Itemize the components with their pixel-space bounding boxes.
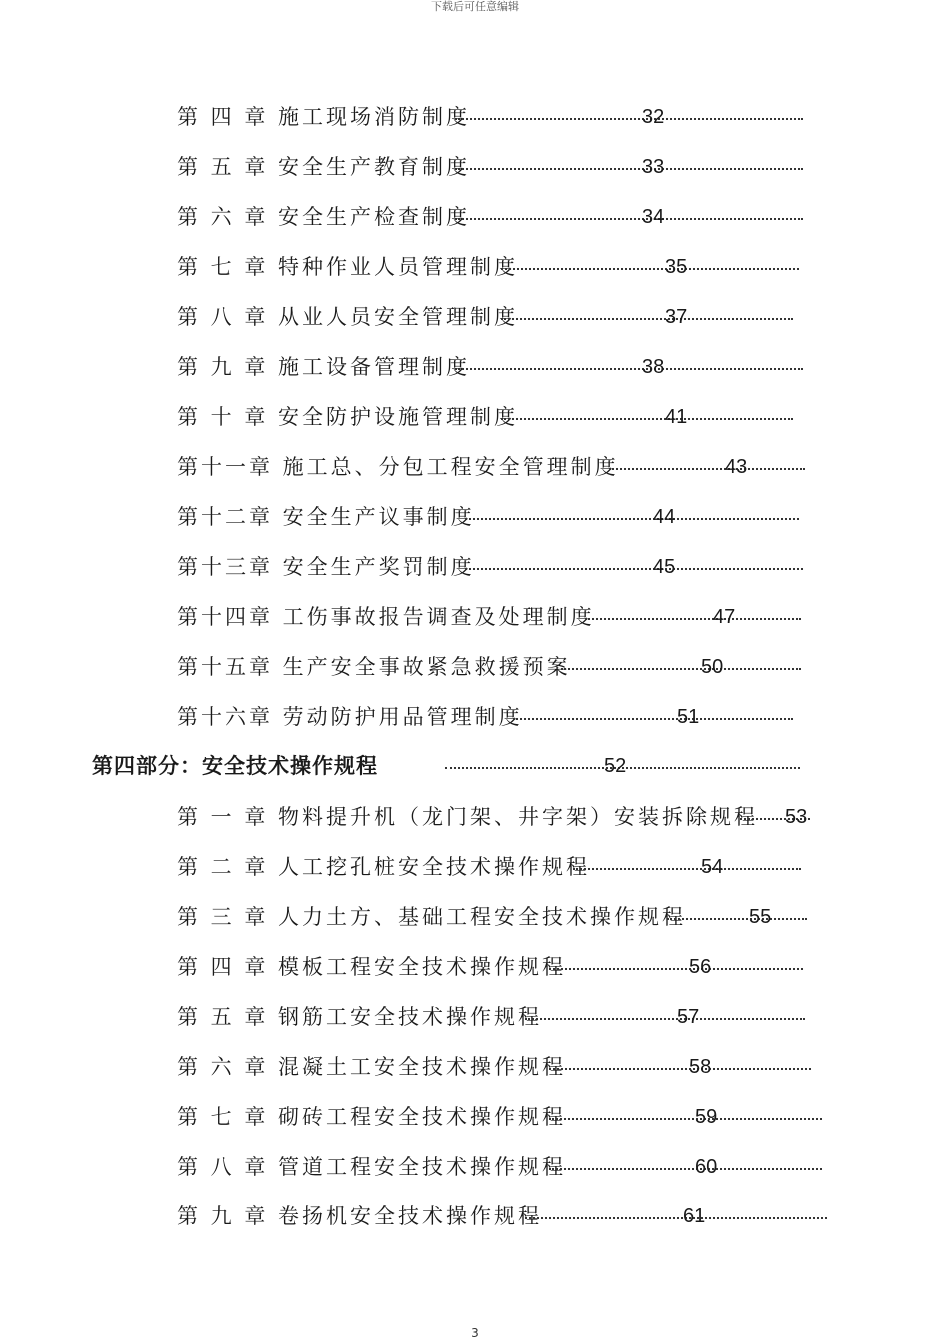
toc-entry[interactable] — [177, 1152, 822, 1182]
toc-entry-page: 59 — [695, 1106, 718, 1128]
toc-leader-dots — [525, 1018, 805, 1020]
toc-leader-dots — [549, 1168, 822, 1170]
toc-leader-dots — [549, 1068, 811, 1070]
toc-leader-dots — [667, 918, 807, 920]
toc-leader-dots — [549, 968, 803, 970]
toc-entry[interactable] — [177, 702, 793, 732]
toc-leader-dots — [513, 718, 793, 720]
toc-entry-page: 43 — [725, 456, 748, 478]
toc-leader-dots — [501, 268, 799, 270]
toc-entry[interactable] — [177, 1002, 805, 1032]
page-number: 3 — [471, 1326, 479, 1340]
toc-entry[interactable] — [177, 102, 803, 132]
toc-entry-title: 第十五章 生产安全事故紧急救援预案 — [177, 655, 571, 679]
toc-entry-page: 53 — [785, 806, 808, 828]
toc-entry-title: 第 四 章 施工现场消防制度 — [177, 105, 471, 129]
toc-leader-dots — [501, 418, 793, 420]
toc-entry-page: 37 — [665, 306, 688, 328]
toc-entry[interactable] — [177, 802, 810, 832]
toc-entry-title: 第十四章 工伤事故报告调查及处理制度 — [177, 605, 595, 629]
toc-entry-page: 41 — [665, 406, 688, 428]
toc-entry-page: 61 — [683, 1205, 706, 1227]
toc-leader-dots — [549, 1118, 822, 1120]
toc-leader-dots — [455, 168, 803, 170]
toc-leader-dots — [609, 468, 805, 470]
toc-entry[interactable] — [177, 952, 803, 982]
toc-entry[interactable] — [177, 202, 803, 232]
toc-entry-title: 第 八 章 管道工程安全技术操作规程 — [177, 1155, 567, 1179]
toc-leader-dots — [455, 118, 803, 120]
toc-entry-title: 第 十 章 安全防护设施管理制度 — [177, 405, 519, 429]
toc-entry[interactable] — [177, 1201, 827, 1231]
toc-entry-page: 45 — [653, 556, 676, 578]
toc-entry-title: 第 三 章 人力土方、基础工程安全技术操作规程 — [177, 905, 687, 929]
toc-entry-page: 32 — [642, 106, 665, 128]
toc-entry-title: 第 一 章 物料提升机（龙门架、井字架）安装拆除规程 — [177, 805, 759, 829]
toc-entry[interactable] — [177, 152, 803, 182]
toc-entry-page: 56 — [689, 956, 712, 978]
toc-entry[interactable] — [177, 452, 805, 482]
toc-entry-page: 60 — [695, 1156, 718, 1178]
toc-leader-dots — [525, 1217, 827, 1219]
toc-entry-page: 55 — [749, 906, 772, 928]
toc-entry-page: 33 — [642, 156, 665, 178]
toc-entry-title: 第 六 章 混凝土工安全技术操作规程 — [177, 1055, 567, 1079]
toc-entry[interactable] — [177, 552, 803, 582]
toc-entry[interactable] — [177, 502, 799, 532]
toc-entry-title: 第十二章 安全生产议事制度 — [177, 505, 475, 529]
toc-leader-dots — [585, 618, 801, 620]
toc-entry-title: 第十一章 施工总、分包工程安全管理制度 — [177, 455, 619, 479]
toc-entry-title: 第 七 章 特种作业人员管理制度 — [177, 255, 519, 279]
toc-leader-dots — [501, 318, 793, 320]
toc-entry[interactable] — [177, 302, 793, 332]
toc-entry-page: 44 — [653, 506, 676, 528]
toc-entry-title: 第十六章 劳动防护用品管理制度 — [177, 705, 523, 729]
toc-entry-page: 34 — [642, 206, 665, 228]
toc-entry-page: 54 — [701, 856, 724, 878]
toc-entry-title: 第 八 章 从业人员安全管理制度 — [177, 305, 519, 329]
toc-leader-dots — [465, 568, 803, 570]
toc-entry[interactable] — [177, 652, 801, 682]
toc-entry-page: 38 — [642, 356, 665, 378]
toc-leader-dots — [455, 218, 803, 220]
toc-entry[interactable] — [177, 252, 799, 282]
toc-leader-dots — [561, 668, 801, 670]
toc-entry-title: 第 七 章 砌砖工程安全技术操作规程 — [177, 1105, 567, 1129]
toc-leader-dots — [455, 368, 803, 370]
page-header: 下载后可任意编辑 — [431, 0, 519, 13]
toc-entry-page: 51 — [677, 706, 700, 728]
toc-entry-title: 第十三章 安全生产奖罚制度 — [177, 555, 475, 579]
toc-leader-dots — [465, 518, 799, 520]
toc-entry[interactable] — [177, 602, 801, 632]
toc-entry-title: 第 九 章 施工设备管理制度 — [177, 355, 471, 379]
toc-entry[interactable] — [177, 352, 803, 382]
toc-part-heading[interactable] — [92, 751, 800, 781]
toc-entry-title: 第 九 章 卷扬机安全技术操作规程 — [177, 1204, 543, 1228]
toc-leader-dots — [573, 868, 801, 870]
toc-entry[interactable] — [177, 402, 793, 432]
toc-entry-page: 47 — [713, 606, 736, 628]
toc-entry[interactable] — [177, 902, 807, 932]
toc-entry-title: 第 二 章 人工挖孔桩安全技术操作规程 — [177, 855, 591, 879]
toc-part-title: 第四部分：安全技术操作规程 — [92, 754, 378, 778]
toc-entry-title: 第 四 章 模板工程安全技术操作规程 — [177, 955, 567, 979]
toc-entry-title: 第 五 章 安全生产教育制度 — [177, 155, 471, 179]
toc-entry-page: 58 — [689, 1056, 712, 1078]
toc-entry-title: 第 五 章 钢筋工安全技术操作规程 — [177, 1005, 543, 1029]
toc-entry[interactable] — [177, 1052, 811, 1082]
toc-entry-title: 第 六 章 安全生产检查制度 — [177, 205, 471, 229]
toc-entry-page: 57 — [677, 1006, 700, 1028]
toc-entry-page: 52 — [604, 755, 627, 777]
toc-entry[interactable] — [177, 1102, 822, 1132]
toc-entry-page: 50 — [701, 656, 724, 678]
toc-entry[interactable] — [177, 852, 801, 882]
toc-entry-page: 35 — [665, 256, 688, 278]
